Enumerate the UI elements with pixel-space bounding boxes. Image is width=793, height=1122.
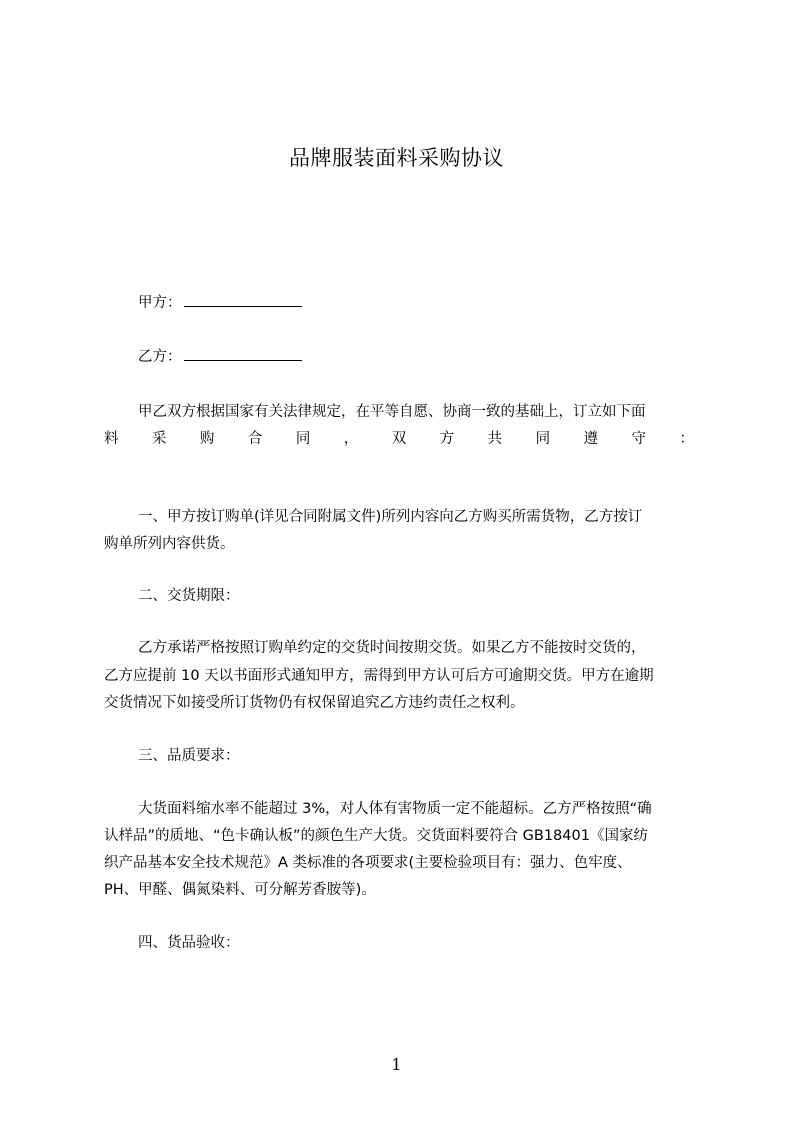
intro-char: 共 <box>487 431 503 447</box>
intro-line-1: 甲乙双方根据国家有关法律规定，在平等自愿、协商一致的基础上，订立如下面 <box>138 404 646 420</box>
intro-char: 守 <box>631 431 646 447</box>
party-a-line <box>138 291 700 312</box>
section1-line-1: 一、甲方按订购单(详见合同附属文件)所列内容向乙方购买所需货物，乙方按订 <box>138 509 643 525</box>
intro-char: ， <box>343 431 359 447</box>
section4-heading: 四、货品验收： <box>138 935 240 951</box>
section3-heading: 三、品质要求： <box>138 748 240 764</box>
section2-line-2: 乙方应提前 10 天以书面形式通知甲方，需得到甲方认可后方可逾期交货。甲方在逾期 <box>104 668 654 684</box>
page-number: 1 <box>391 1055 402 1074</box>
intro-char: 购 <box>199 431 215 447</box>
section2-line-1: 乙方承诺严格按照订购单约定的交货时间按期交货。如果乙方不能按时交货的， <box>138 640 646 656</box>
section3-line-1: 大货面料缩水率不能超过 3%，对人体有害物质一定不能超标。乙方严格按照“确 <box>138 801 652 817</box>
party-b-line <box>138 345 700 366</box>
intro-char: 同 <box>295 431 311 447</box>
section2-heading: 二、交货期限： <box>138 588 240 604</box>
intro-char: 遵 <box>583 431 599 447</box>
party-b-blank <box>184 348 302 361</box>
intro-line-2 <box>104 427 694 448</box>
party-a-blank <box>184 294 302 307</box>
section3-line-3: 织产品基本安全技术规范》A 类标准的各项要求(主要检验项目有：强力、色牢度、 <box>104 855 632 871</box>
intro-char: 同 <box>535 431 551 447</box>
party-b-label: 乙方： <box>138 349 182 365</box>
intro-char: 采 <box>151 431 167 447</box>
section3-line-2: 认样品”的质地、“色卡确认板”的颜色生产大货。交货面料要符合 GB18401《国家纺 <box>104 828 648 844</box>
party-a-label: 甲方： <box>138 295 182 311</box>
intro-char: 合 <box>247 431 263 447</box>
intro-char: 双 <box>391 431 407 447</box>
section3-line-4: PH、甲醛、偶氮染料、可分解芳香胺等)。 <box>104 882 376 898</box>
document-title: 品牌服装面料采购协议 <box>289 146 504 170</box>
intro-char: ： <box>679 431 694 447</box>
intro-char: 方 <box>439 431 455 447</box>
section2-line-3: 交货情况下如接受所订货物仍有权保留追究乙方违约责任之权利。 <box>104 695 525 711</box>
intro-char: 料 <box>104 431 119 447</box>
section1-line-2: 购单所列内容供货。 <box>104 536 235 552</box>
